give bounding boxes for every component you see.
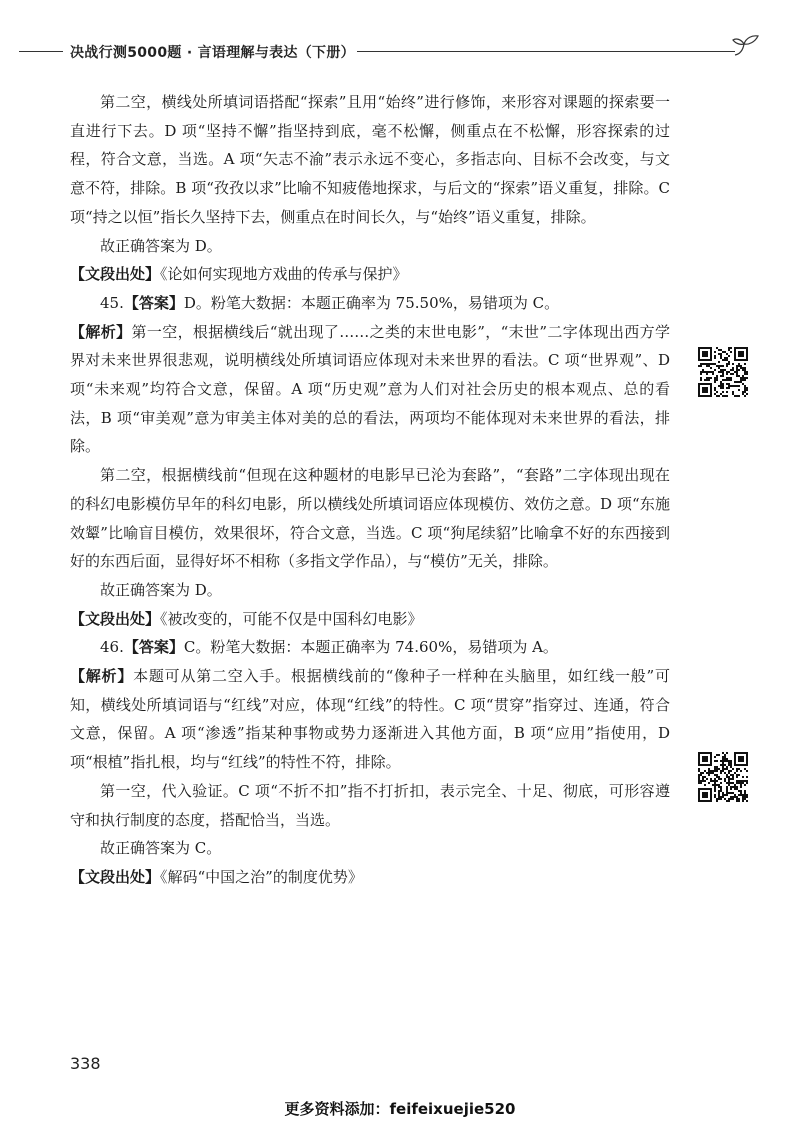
answer-text: C。粉笔大数据：本题正确率为 74.60%，易错项为 A。	[183, 638, 558, 657]
book-title: 决战行测5000题 · 言语理解与表达（下册）	[70, 45, 355, 61]
question-number: 46.	[100, 638, 124, 657]
analysis-text: 本题可从第二空入手。根据横线前的“像种子一样种在头脑里，如红线一般”可知，横线处所填词语与“红线”对应，体现“红线”的特性。C 项“贯穿”指穿过、连通，符合文意，保留。A 项“渗透”指某种事物或势力逐渐进入其他方面，B 项“应用”指使用，D 项“根植”指扎根，均与“红线”的特性不符，排除。	[70, 667, 670, 772]
answer-conclusion: 故正确答案为 D。	[100, 236, 222, 255]
paragraph: 第二空，横线处所填词语搭配“探索”且用“始终”进行修饰，来形容对课题的探索要一直进行下去。D 项“坚持不懈”指坚持到底，毫不松懈，侧重点在不松懈，形容探索的过程，符合文意，当选。A 项“矢志不渝”表示永远不变心，多指志向、目标不会改变，与文意不符，排除。B 项“孜孜以求”比喻不知疲倦地探求，与后文的“探索”语义重复，排除。C 项“持之以恒”指长久坚持下去，侧重点在时间长久，与“始终”语义重复，排除。	[70, 93, 670, 226]
question-number: 45.	[100, 293, 124, 312]
qr-code-icon[interactable]	[698, 347, 748, 397]
source-line	[70, 605, 670, 634]
question-45-analysis	[70, 318, 670, 462]
answer-conclusion: 故正确答案为 D。	[100, 580, 222, 599]
source-tag: 【文段出处】	[70, 609, 161, 628]
paragraph: 第一空，代入验证。C 项“不折不扣”指不打折扣，表示完全、十足、彻底，可形容遵守和执行制度的态度，搭配恰当，当选。	[70, 781, 670, 829]
source-tag: 【文段出处】	[70, 265, 161, 284]
answer-text: D。粉笔大数据：本题正确率为 75.50%，易错项为 C。	[183, 293, 560, 312]
analysis-tag: 【解析】	[70, 667, 134, 686]
source-line	[70, 863, 670, 892]
footer-note: 更多资料添加：feifeixuejie520	[284, 1100, 516, 1118]
source-title: 《论如何实现地方戏曲的传承与保护》	[160, 265, 408, 284]
page-number: 338	[70, 1054, 101, 1073]
answer-conclusion: 故正确答案为 C。	[100, 839, 222, 858]
answer-explanations	[70, 88, 670, 892]
question-46-analysis	[70, 662, 670, 777]
source-tag: 【文段出处】	[70, 867, 161, 886]
header-rule-left	[19, 51, 63, 52]
analysis-tag: 【解析】	[70, 322, 132, 341]
answer-tag: 【答案】	[123, 638, 184, 657]
paragraph: 第二空，根据横线前“但现在这种题材的电影早已沦为套路”，“套路”二字体现出现在的科幻电影模仿早年的科幻电影，所以横线处所填词语应体现模仿、效仿之意。D 项“东施效颦”比喻盲目模仿，效果很坏，符合文意，当选。C 项“狗尾续貂”比喻拿不好的东西接到好的东西后面，显得好坏不相称（多指文学作品），与“模仿”无关，排除。	[70, 466, 670, 571]
analysis-text: 第一空，根据横线后“就出现了……之类的末世电影”，“末世”二字体现出西方学界对未来世界很悲观，说明横线处所填词语应体现对未来世界的看法。C 项“世界观”、D 项“未来观”均符合文意，保留。A 项“历史观”意为人们对社会历史的根本观点、总的看法，B 项“审美观”意为审美主体对美的总的看法，两项均不能体现对未来世界的看法，排除。	[70, 322, 670, 456]
question-46-answer	[70, 633, 670, 662]
sprout-icon	[731, 30, 761, 56]
qr-code-icon[interactable]	[698, 752, 748, 802]
answer-tag: 【答案】	[123, 293, 184, 312]
question-45-answer	[70, 289, 670, 318]
source-line	[70, 260, 670, 289]
header-rule-right	[357, 51, 735, 52]
source-title: 《解码“中国之治”的制度优势》	[160, 867, 363, 886]
source-title: 《被改变的，可能不仅是中国科幻电影》	[160, 609, 423, 628]
